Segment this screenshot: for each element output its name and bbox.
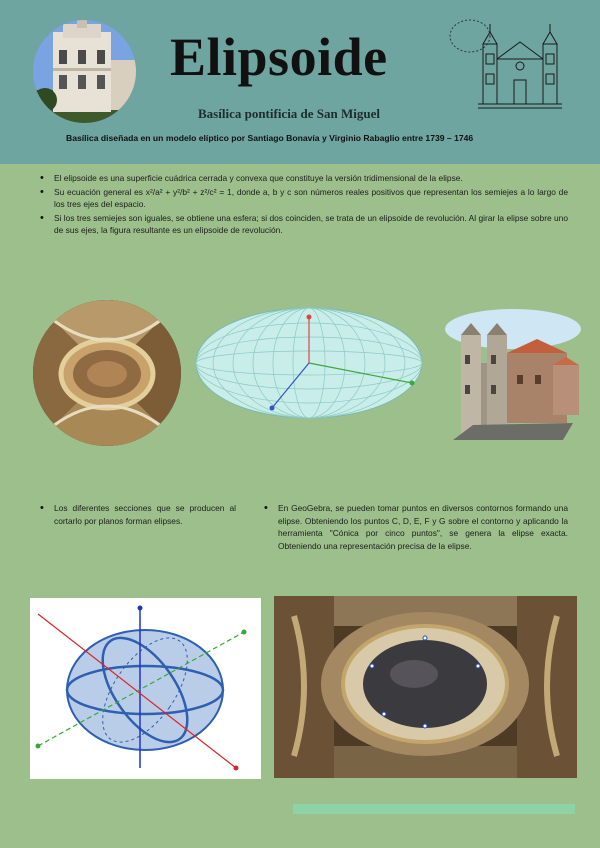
header-church-photo: [33, 20, 136, 123]
footer-accent-bar: [293, 804, 575, 814]
geogebra-ellipsoid: [192, 303, 427, 423]
ellipsoid-sections-diagram: [30, 598, 261, 779]
header-band: [0, 0, 600, 164]
bullet-special-cases: • Si los tres semiejes son iguales, se obtiene una esfera; si dos coinciden, se trata de un elipsoide de revolución. Al girar la elipse sobre uno de sus ejes, la figura resultante es un elipsoide de revolución.: [40, 212, 568, 237]
intro-bullet-list: [40, 172, 568, 238]
church-3d-model: [443, 305, 581, 445]
page-title: Elipsoide: [170, 27, 388, 87]
header-caption: Basílica diseñada en un modelo elíptico por Santiago Bonavía y Virginio Rabaglio entre 1739 – 1746: [66, 133, 474, 143]
page-subtitle: Basílica pontificia de San Miguel: [198, 106, 381, 121]
geogebra-bullet-list: [264, 502, 568, 552]
bullet-sections: • Los diferentes secciones que se producen al cortarlo por planos forman elipses.: [40, 502, 236, 527]
bullet-equation: • Su ecuación general es x²/a² + y²/b² + z²/c² = 1, donde a, b y c son números reales positivos que representan los semiejes a lo largo de los tres ejes del espacio.: [40, 186, 568, 211]
ceiling-oval-photo: [33, 300, 181, 446]
church-facade-sketch: [448, 14, 578, 119]
dome-interior-photo: [274, 596, 577, 778]
sections-bullet-list: [40, 502, 236, 527]
bullet-geogebra: • En GeoGebra, se pueden tomar puntos en diversos contornos formando una elipse. Obteniendo los puntos C, D, E, F y G sobre el contorno y aplicando la herramienta "Cónica por cinco puntos", se genera la elipse exacta. Obteniendo una representación precisa de la elipse.: [264, 502, 568, 552]
bullet-definition: • El elipsoide es una superficie cuádrica cerrada y convexa que constituye la versión tridimensional de la elipse.: [40, 172, 568, 185]
